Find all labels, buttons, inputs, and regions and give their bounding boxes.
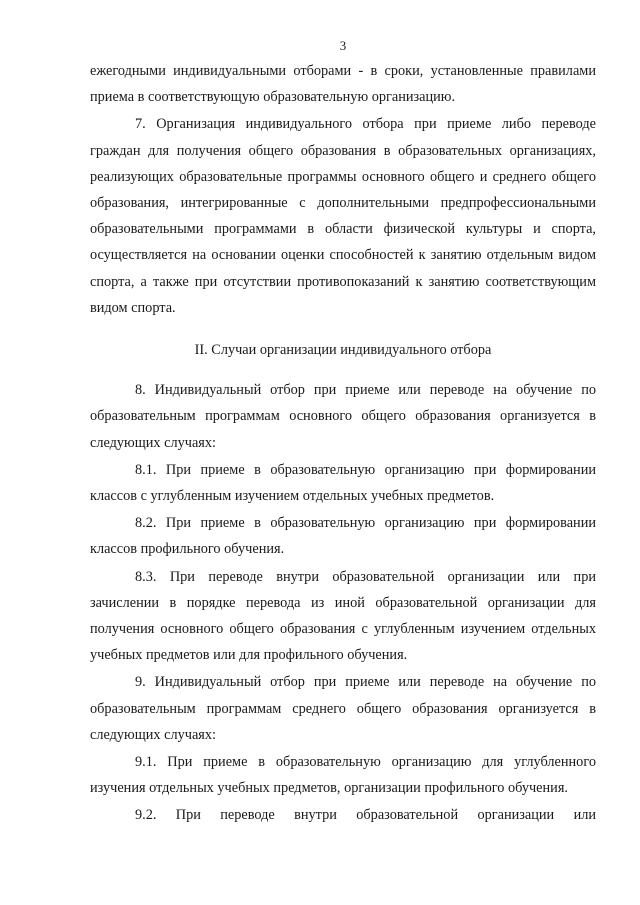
paragraph-item-7: 7. Организация индивидуального отбора при приеме либо переводе граждан для получения общего образования в образовательных организациях, реализующих образовательные программы основного общего и среднего общего образования, интегрированные с дополнительными предпрофессиональными образовательными программами в области физической культуры и спорта, осуществляется на основании оценки способностей к занятию отдельным видом спорта, а также при отсутствии противопоказаний к занятию соответствующим видом спорта. — [90, 116, 596, 316]
paragraph-item-9-2: 9.2. При переводе внутри образовательной организации или — [135, 807, 596, 824]
paragraph-item-9: 9. Индивидуальный отбор при приеме или переводе на обучение по образовательным программам среднего общего образования организуется в следующих случаях: — [90, 674, 596, 743]
paragraph-continuation: ежегодными индивидуальными отборами - в сроки, установленные правилами приема в соответствующую образовательную организацию. — [90, 63, 596, 106]
paragraph-item-8-3: 8.3. При переводе внутри образовательной организации или при зачислении в порядке перевода из иной образовательной организации для получения основного общего образования с углубленным изучением отдельных учебных предметов или для профильного обучения. — [90, 568, 596, 664]
paragraph-item-8-1: 8.1. При приеме в образовательную организацию при формировании классов с углубленным изучением отдельных учебных предметов. — [90, 461, 596, 505]
page-number: 3 — [339, 38, 347, 53]
section-heading: II. Случаи организации индивидуального отбора — [194, 342, 492, 359]
paragraph-item-9-1: 9.1. При приеме в образовательную организацию для углубленного изучения отдельных учебных предметов, организации профильного обучения. — [90, 754, 596, 797]
paragraph-item-8-2: 8.2. При приеме в образовательную организацию при формировании классов профильного обучения. — [90, 515, 596, 558]
document-body — [90, 58, 596, 829]
paragraph-item-8: 8. Индивидуальный отбор при приеме или переводе на обучение по образовательным программам основного общего образования организуется в следующих случаях: — [90, 382, 596, 451]
